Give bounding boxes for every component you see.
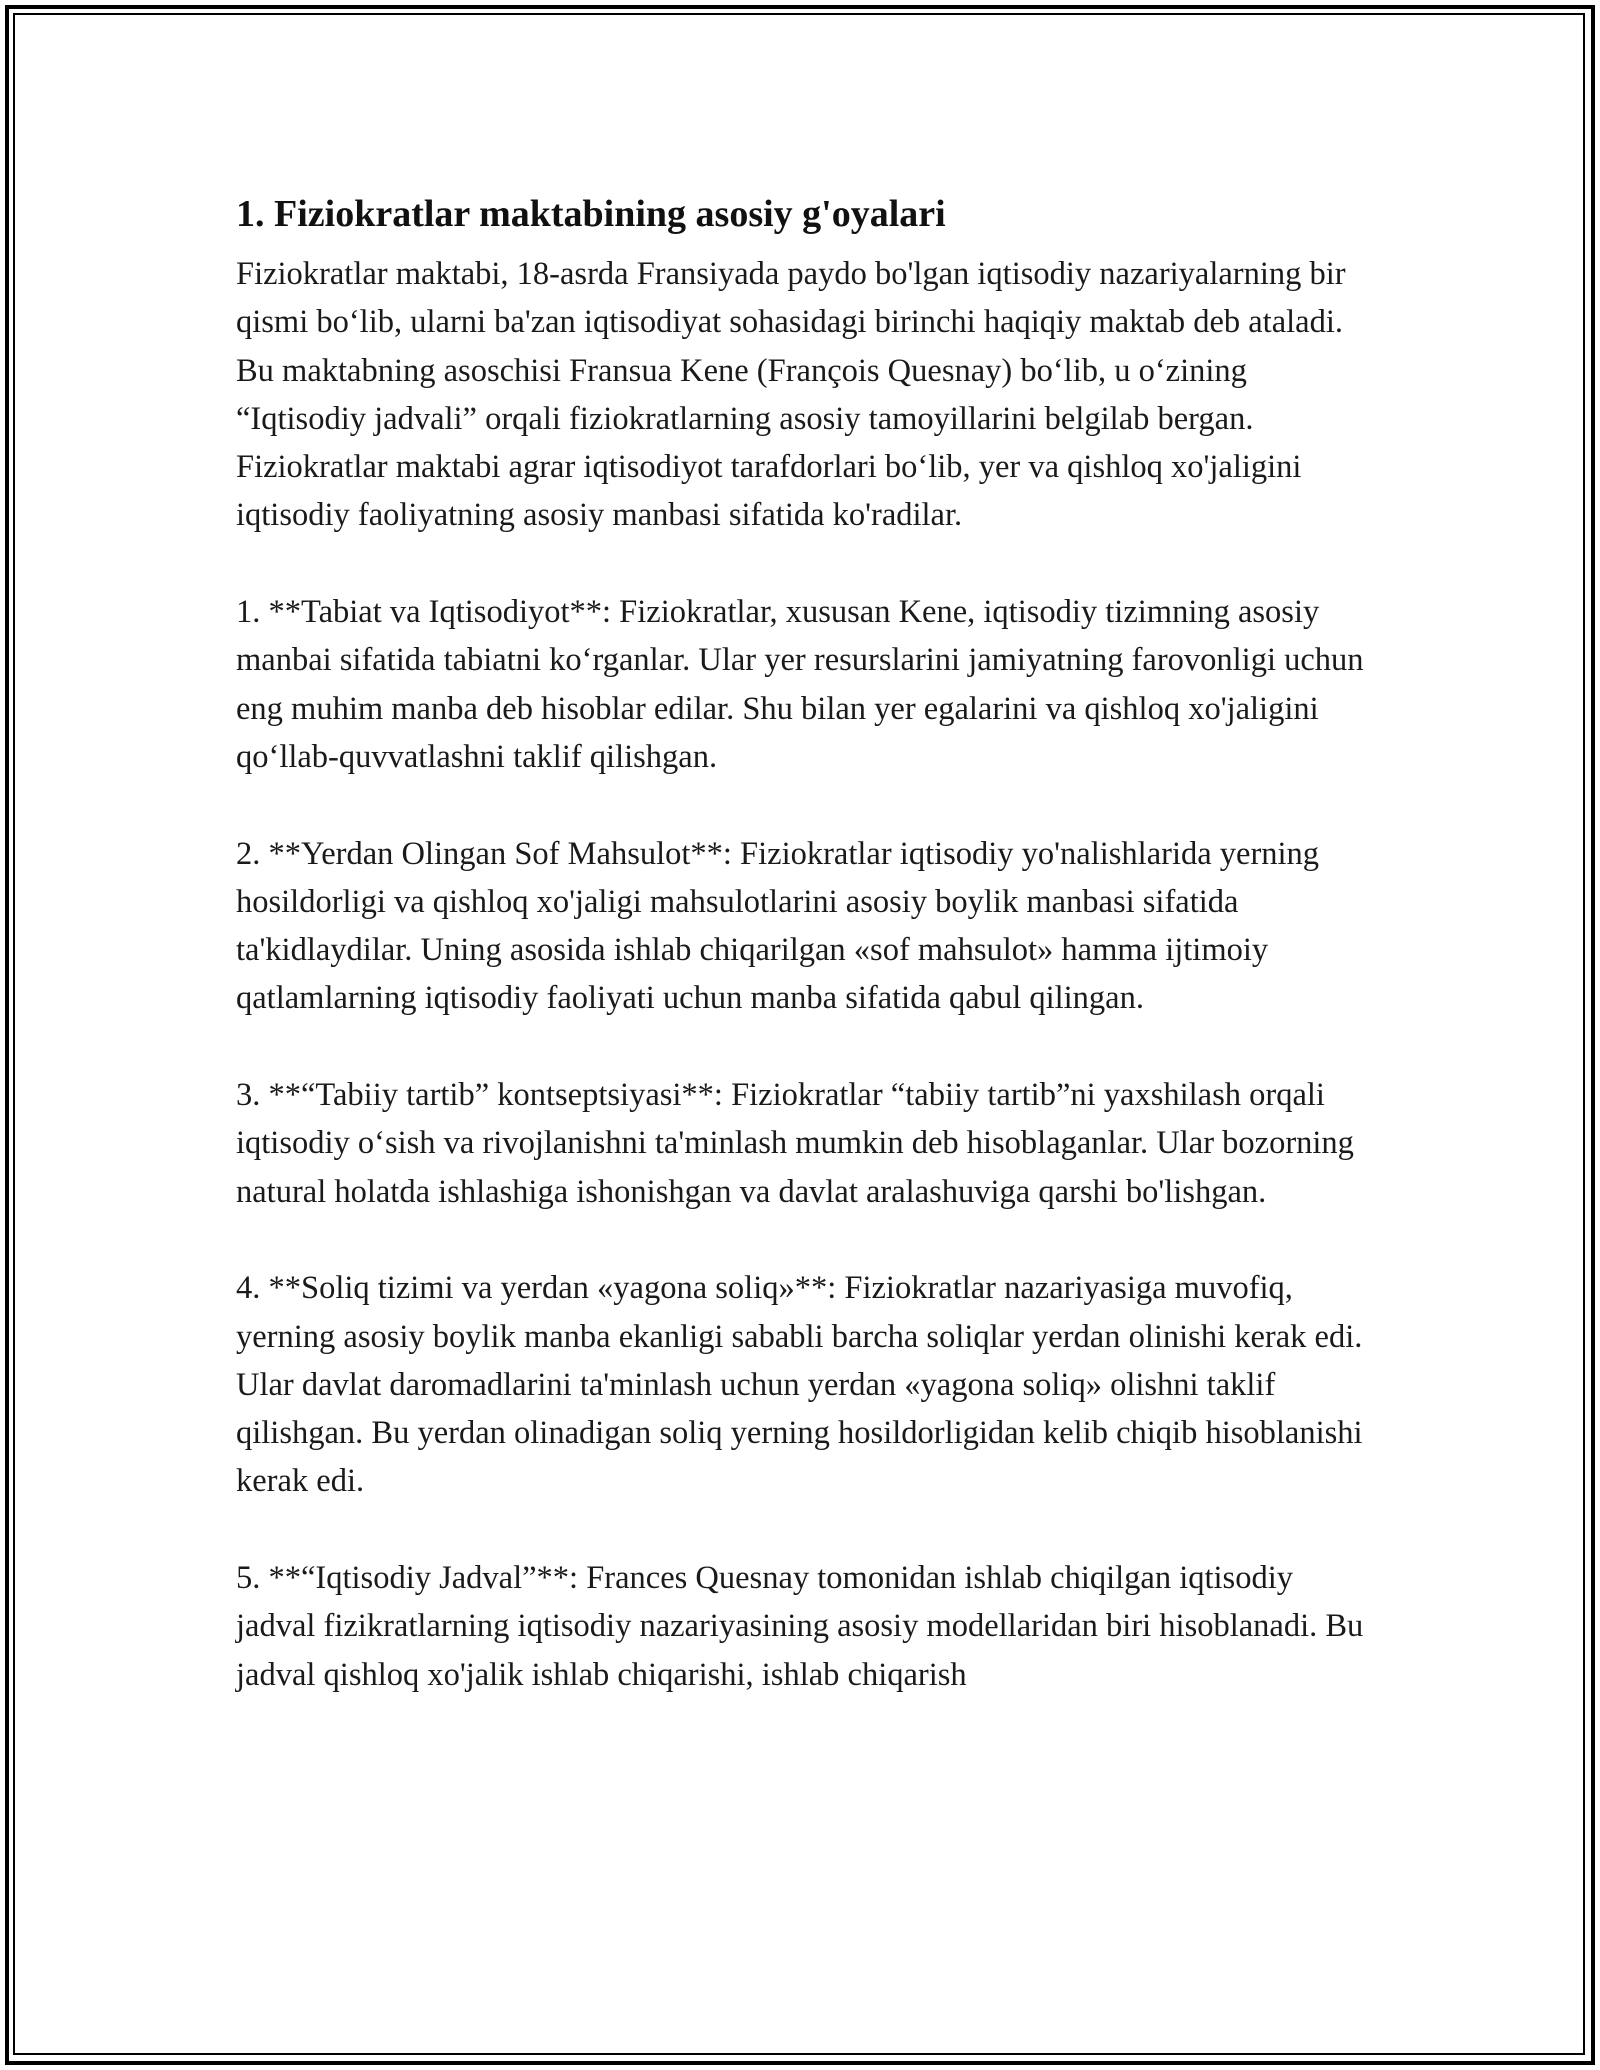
document-body: [236, 184, 1376, 1699]
section-heading: 1. Fiziokratlar maktabining asosiy g'oyalari: [236, 193, 946, 235]
point-1-paragraph: 1. **Tabiat va Iqtisodiyot**: Fiziokratlar, xususan Kene, iqtisodiy tizimning asosiy manbai sifatida tabiatni ko‘rganlar. Ular yer resurslarini jamiyatning farovonligi uchun eng muhim manba deb hisoblar edilar. Shu bilan yer egalarini va qishloq xo'jaligini qo‘llab-quvvatlashni taklif qilishgan.: [236, 594, 1364, 775]
point-3-paragraph: 3. **“Tabiiy tartib” kontseptsiyasi**: Fiziokratlar “tabiiy tartib”ni yaxshilash orqali iqtisodiy o‘sish va rivojlanishni ta'minlash mumkin deb hisoblaganlar. Ular bozorning natural holatda ishlashiga ishonishgan va davlat aralashuviga qarshi bo'lishgan.: [236, 1077, 1354, 1210]
point-5-paragraph: 5. **“Iqtisodiy Jadval”**: Frances Quesnay tomonidan ishlab chiqilgan iqtisodiy jadval fizikratlarning iqtisodiy nazariyasining asosiy modellaridan biri hisoblanadi. Bu jadval qishloq xo'jalik ishlab chiqarishi, ishlab chiqarish: [236, 1560, 1364, 1693]
point-4-paragraph: 4. **Soliq tizimi va yerdan «yagona soliq»**: Fiziokratlar nazariyasiga muvofiq, yerning asosiy boylik manba ekanligi sababli barcha soliqlar yerdan olinishi kerak edi. Ular davlat daromadlarini ta'minlash uchun yerdan «yagona soliq» olishni taklif qilishgan. Bu yerdan olinadigan soliq yerning hosildorligidan kelib chiqib hisoblanishi kerak edi.: [236, 1270, 1363, 1500]
intro-paragraph: Fiziokratlar maktabi, 18-asrda Fransiyada paydo bo'lgan iqtisodiy nazariyalarning bir qismi bo‘lib, ularni ba'zan iqtisodiyat sohasidagi birinchi haqiqiy maktab deb ataladi. Bu maktabning asoschisi Fransua Kene (François Quesnay) bo‘lib, u o‘zining “Iqtisodiy jadvali” orqali fiziokratlarning asosiy tamoyillarini belgilab bergan. Fiziokratlar maktabi agrar iqtisodiyot tarafdorlari bo‘lib, yer va qishloq xo'jaligini iqtisodiy faoliyatning asosiy manbasi sifatida ko'radilar.: [236, 256, 1346, 534]
point-2-paragraph: 2. **Yerdan Olingan Sof Mahsulot**: Fiziokratlar iqtisodiy yo'nalishlarida yerning hosildorligi va qishloq xo'jaligi mahsulotlarini asosiy boylik manbasi sifatida ta'kidlaydilar. Uning asosida ishlab chiqarilgan «sof mahsulot» hamma ijtimoiy qatlamlarning iqtisodiy faoliyati uchun manba sifatida qabul qilingan.: [236, 835, 1320, 1017]
